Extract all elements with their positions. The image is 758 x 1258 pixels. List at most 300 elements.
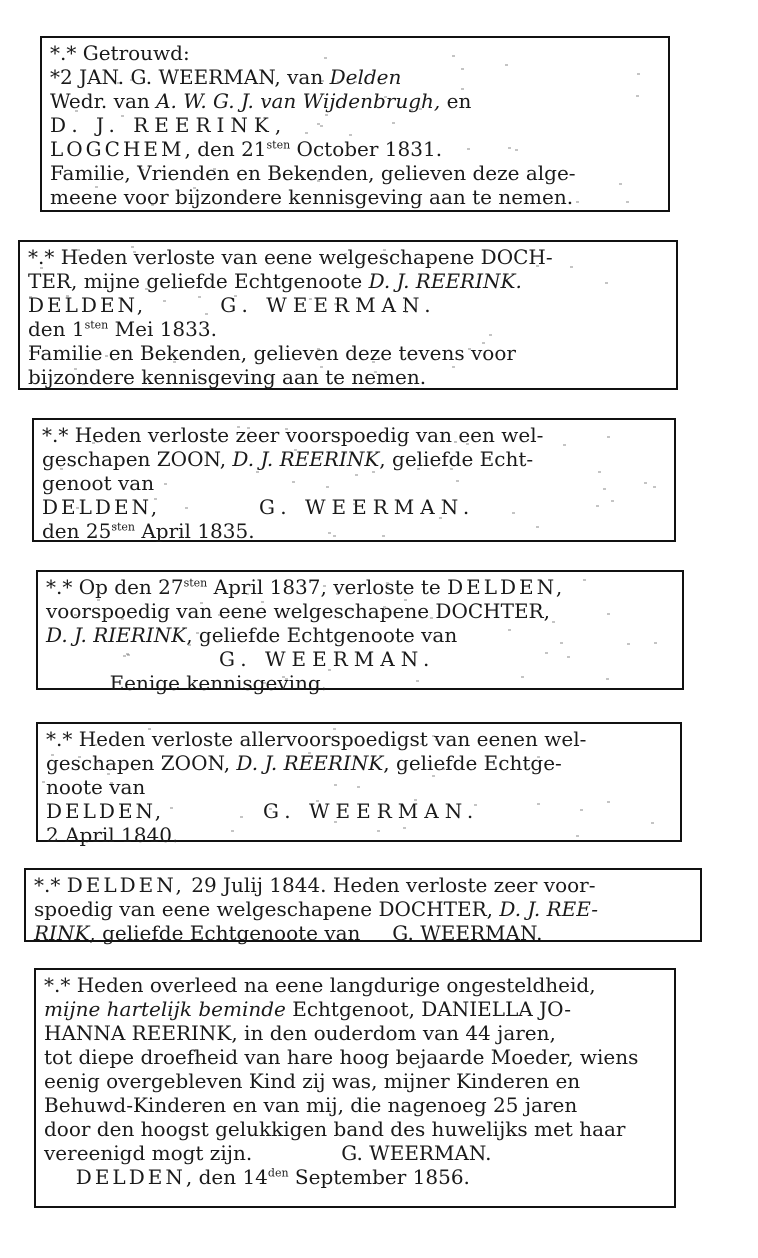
print-speck — [383, 606, 386, 608]
print-speck — [320, 125, 323, 127]
text-run: bijzondere kennisgeving aan te nemen. — [28, 365, 427, 389]
print-speck — [461, 68, 464, 70]
print-speck — [74, 614, 77, 616]
print-speck — [135, 764, 138, 766]
superscript: sten — [266, 138, 291, 152]
announcement-4 — [36, 570, 684, 695]
print-speck — [66, 295, 69, 297]
print-speck — [344, 253, 347, 255]
italic-text: D. J. REERINK. — [368, 269, 522, 293]
print-speck — [94, 744, 97, 746]
text-run: DELDEN — [75, 1165, 186, 1189]
print-speck — [344, 452, 347, 454]
text-run: en — [440, 89, 472, 113]
italic-text: D. J. REERINK — [232, 447, 380, 471]
text-run: spoedig van eene welgeschapene DOCHTER, — [34, 897, 500, 921]
text-line — [50, 113, 660, 137]
text-line — [28, 269, 668, 293]
print-speck — [130, 79, 133, 81]
text-run: tot diepe droefheid van hare hoog bejaarde Moeder, wiens — [44, 1045, 639, 1069]
superscript: den — [267, 1166, 289, 1180]
print-speck — [154, 498, 157, 500]
text-run: LOGCHEM — [50, 137, 185, 161]
print-speck — [607, 801, 610, 803]
text-line — [46, 799, 672, 823]
print-speck — [405, 311, 408, 313]
text-line — [44, 1117, 666, 1141]
print-speck — [576, 835, 579, 837]
print-speck — [598, 471, 601, 473]
print-speck — [218, 614, 221, 616]
print-speck — [515, 149, 518, 151]
print-speck — [200, 602, 203, 604]
print-speck — [325, 114, 328, 116]
italic-text: D. J. REE- — [499, 897, 598, 921]
print-speck — [328, 669, 331, 671]
print-speck — [294, 449, 297, 451]
text-run: den 1 — [28, 317, 85, 341]
print-speck — [607, 436, 610, 438]
text-run: G. WEERMAN. — [46, 647, 436, 671]
text-line — [42, 495, 666, 519]
print-speck — [29, 296, 32, 298]
print-speck — [326, 486, 329, 488]
text-run: DELDEN, — [66, 873, 185, 897]
print-speck — [416, 680, 419, 682]
print-speck — [430, 617, 433, 619]
text-line — [42, 471, 666, 495]
print-speck — [60, 468, 63, 470]
print-speck — [508, 147, 511, 149]
text-line — [46, 647, 674, 671]
italic-text: mijne hartelijk beminde — [44, 997, 286, 1021]
announcement-3 — [32, 418, 676, 542]
print-speck — [198, 296, 201, 298]
print-speck — [78, 255, 81, 257]
print-speck — [432, 735, 435, 737]
text-run: April 1835. — [135, 519, 255, 543]
print-speck — [489, 334, 492, 336]
print-speck — [151, 204, 154, 206]
italic-text: D. J. REERINK — [236, 751, 384, 775]
print-speck — [456, 480, 459, 482]
print-speck — [403, 827, 406, 829]
print-speck — [349, 134, 352, 136]
print-speck — [193, 187, 196, 189]
print-speck — [114, 525, 117, 527]
print-speck — [450, 468, 453, 470]
print-speck — [333, 728, 336, 730]
text-run: , geliefde Echtge- — [383, 751, 562, 775]
text-run: geschapen ZOON, — [42, 447, 233, 471]
print-speck — [324, 57, 327, 59]
italic-text: D. J. RIERINK — [46, 623, 187, 647]
print-speck — [653, 486, 656, 488]
text-line — [44, 973, 666, 997]
text-run: voorspoedig van eene welgeschapene DOCHTER, — [46, 599, 550, 623]
print-speck — [454, 441, 457, 443]
print-speck — [537, 803, 540, 805]
text-run: *2 JAN. G. WEERMAN, van — [50, 65, 330, 89]
text-run: 29 Julij 1844. Heden verloste zeer voor- — [184, 873, 596, 897]
text-run: Mei 1833. — [108, 317, 217, 341]
print-speck — [209, 81, 212, 83]
print-speck — [170, 807, 173, 809]
text-line — [44, 1093, 666, 1117]
print-speck — [213, 168, 216, 170]
print-speck — [482, 342, 485, 344]
print-speck — [113, 763, 116, 765]
print-speck — [439, 517, 442, 519]
print-speck — [611, 500, 614, 502]
italic-text: A. W. G. J. van Wijdenbrugh, — [156, 89, 441, 113]
announcement-2 — [18, 240, 678, 390]
text-run: DELDEN, — [42, 495, 161, 519]
text-run: G. WEERMAN. — [160, 495, 476, 519]
print-speck — [231, 526, 234, 528]
print-speck — [563, 444, 566, 446]
print-speck — [131, 246, 134, 248]
print-speck — [603, 488, 606, 490]
print-speck — [383, 249, 386, 251]
print-speck — [419, 108, 422, 110]
print-speck — [107, 773, 110, 775]
print-speck — [51, 754, 54, 756]
print-speck — [309, 298, 312, 300]
print-speck — [337, 81, 340, 83]
print-speck — [537, 756, 540, 758]
print-speck — [323, 585, 326, 587]
print-speck — [97, 599, 100, 601]
print-speck — [637, 73, 640, 75]
print-speck — [54, 761, 57, 763]
text-run: noote van — [46, 775, 146, 799]
print-speck — [285, 261, 288, 263]
text-line — [50, 89, 660, 113]
text-run: Behuwd-Kinderen en van mij, die nagenoeg 25 jaren — [44, 1093, 578, 1117]
print-speck — [105, 355, 108, 357]
text-run: vereenigd mogt zijn. G. WEERMAN. — [44, 1141, 492, 1165]
text-line — [50, 185, 660, 209]
print-speck — [606, 678, 609, 680]
announcement-7 — [34, 968, 676, 1208]
print-speck — [474, 804, 477, 806]
print-speck — [619, 183, 622, 185]
text-line — [28, 341, 668, 365]
text-line — [34, 921, 692, 945]
print-speck — [234, 295, 237, 297]
text-run: den 25 — [42, 519, 112, 543]
print-speck — [468, 348, 471, 350]
print-speck — [246, 593, 249, 595]
print-speck — [334, 303, 337, 305]
text-run: *.* Op den 27 — [46, 575, 184, 599]
print-speck — [92, 442, 95, 444]
print-speck — [410, 109, 413, 111]
print-speck — [240, 816, 243, 818]
print-speck — [505, 64, 508, 66]
print-speck — [148, 728, 151, 730]
print-speck — [414, 799, 417, 801]
print-speck — [74, 368, 77, 370]
print-speck — [317, 123, 320, 125]
print-speck — [417, 468, 420, 470]
text-run: Familie en Bekenden, gelieven deze tevens voor — [28, 341, 516, 365]
print-speck — [372, 471, 375, 473]
print-speck — [77, 249, 80, 251]
print-speck — [328, 532, 331, 534]
text-line — [50, 137, 660, 161]
print-speck — [117, 82, 120, 84]
italic-text: RINK — [34, 921, 90, 945]
text-run: Familie, Vrienden en Bekenden, gelieven deze alge- — [50, 161, 576, 185]
text-line — [44, 1021, 666, 1045]
text-run: October 1831. — [290, 137, 443, 161]
print-speck — [71, 465, 74, 467]
text-run: *.* Heden verloste allervoorspoedigst van eenen wel- — [46, 727, 587, 751]
print-speck — [627, 643, 630, 645]
print-speck — [576, 201, 579, 203]
text-run: *.* Heden overleed na eene langdurige ongesteldheid, — [44, 973, 596, 997]
print-speck — [580, 809, 583, 811]
print-speck — [197, 378, 200, 380]
print-speck — [396, 637, 399, 639]
text-run: 2 April 1840. — [46, 823, 179, 847]
print-speck — [188, 644, 191, 646]
print-speck — [654, 642, 657, 644]
print-speck — [420, 743, 423, 745]
print-speck — [110, 782, 113, 784]
print-speck — [29, 350, 32, 352]
text-line — [34, 897, 692, 921]
print-speck — [349, 609, 352, 611]
print-speck — [316, 432, 319, 434]
print-speck — [78, 756, 81, 758]
print-speck — [636, 95, 639, 97]
print-speck — [404, 307, 407, 309]
print-speck — [626, 201, 629, 203]
text-line — [42, 423, 666, 447]
print-speck — [536, 526, 539, 528]
print-speck — [75, 110, 78, 112]
text-run: Wedr. van — [50, 89, 157, 113]
print-speck — [308, 752, 311, 754]
text-line — [34, 873, 692, 897]
announcement-1 — [40, 36, 670, 212]
text-run: , geliefde Echt- — [379, 447, 534, 471]
text-run: eenig overgebleven Kind zij was, mijner Kinderen en — [44, 1069, 581, 1093]
print-speck — [428, 258, 431, 260]
text-run: , den 14 — [185, 1165, 268, 1189]
print-speck — [354, 81, 357, 83]
print-speck — [607, 613, 610, 615]
print-speck — [374, 371, 377, 373]
print-speck — [285, 428, 288, 430]
print-speck — [552, 621, 555, 623]
print-speck — [560, 642, 563, 644]
print-speck — [185, 507, 188, 509]
text-line — [42, 447, 666, 471]
text-run — [44, 1165, 76, 1189]
print-speck — [269, 808, 272, 810]
print-speck — [508, 629, 511, 631]
print-speck — [155, 50, 158, 52]
print-speck — [43, 329, 46, 331]
text-line — [44, 1045, 666, 1069]
print-speck — [404, 599, 407, 601]
print-speck — [334, 784, 337, 786]
print-speck — [353, 503, 356, 505]
text-run: Eenige kennisgeving. — [46, 671, 328, 695]
print-speck — [285, 678, 288, 680]
print-speck — [145, 288, 148, 290]
print-speck — [173, 361, 176, 363]
print-speck — [95, 186, 98, 188]
text-line — [44, 997, 666, 1021]
announcement-5 — [36, 722, 682, 847]
print-speck — [222, 170, 225, 172]
print-speck — [384, 96, 387, 98]
print-speck — [452, 366, 455, 368]
print-speck — [320, 366, 323, 368]
text-run: D. J. REERINK, — [50, 113, 288, 137]
superscript: sten — [183, 576, 208, 590]
print-speck — [282, 676, 285, 678]
print-speck — [337, 755, 340, 757]
print-speck — [512, 512, 515, 514]
superscript: sten — [111, 520, 135, 534]
print-speck — [644, 482, 647, 484]
text-line — [50, 161, 660, 185]
text-line — [46, 599, 674, 623]
print-speck — [205, 313, 208, 315]
text-run: DELDEN, — [28, 293, 147, 317]
print-speck — [141, 169, 144, 171]
print-speck — [82, 383, 85, 385]
print-speck — [231, 830, 234, 832]
print-speck — [237, 426, 240, 428]
print-speck — [435, 739, 438, 741]
print-speck — [263, 99, 266, 101]
text-run: HANNA REERINK, in den ouderdom van 44 jaren, — [44, 1021, 556, 1045]
text-run: genoot van — [42, 471, 155, 495]
text-line — [46, 623, 674, 647]
print-speck — [42, 781, 45, 783]
print-speck — [254, 612, 257, 614]
print-speck — [218, 639, 221, 641]
text-line — [44, 1165, 666, 1189]
print-speck — [247, 427, 250, 429]
print-speck — [377, 830, 380, 832]
print-speck — [121, 115, 124, 117]
text-run: *.* Getrouwd: — [50, 41, 190, 65]
text-line — [42, 519, 666, 543]
print-speck — [382, 535, 385, 537]
text-run: *.* Heden verloste zeer voorspoedig van een wel- — [42, 423, 544, 447]
text-line — [46, 575, 674, 599]
print-speck — [119, 763, 122, 765]
print-speck — [651, 822, 654, 824]
text-run: , geliefde Echtgenoote van G. WEERMAN. — [89, 921, 543, 945]
print-speck — [98, 761, 101, 763]
text-run: DELDEN, — [46, 799, 165, 823]
print-speck — [333, 535, 336, 537]
print-speck — [317, 348, 320, 350]
print-speck — [256, 471, 259, 473]
print-speck — [99, 766, 102, 768]
print-speck — [95, 194, 98, 196]
print-speck — [196, 632, 199, 634]
print-speck — [386, 582, 389, 584]
print-speck — [467, 148, 470, 150]
print-speck — [336, 593, 339, 595]
print-speck — [570, 266, 573, 268]
text-run: G. WEERMAN. — [146, 293, 437, 317]
print-speck — [583, 579, 586, 581]
italic-text: Delden — [329, 65, 402, 89]
print-speck — [321, 80, 324, 82]
text-run: geschapen ZOON, — [46, 751, 237, 775]
text-run: April 1837, verloste te — [207, 575, 448, 599]
superscript: sten — [84, 318, 109, 332]
text-run: Echtgenoot, DANIELLA JO- — [285, 997, 572, 1021]
print-speck — [316, 800, 319, 802]
text-run: G. WEERMAN. — [164, 799, 480, 823]
text-line — [28, 365, 668, 389]
text-line — [46, 671, 674, 695]
print-speck — [536, 265, 539, 267]
text-line — [50, 65, 660, 89]
print-speck — [76, 507, 79, 509]
print-speck — [126, 653, 129, 655]
print-speck — [261, 601, 264, 603]
print-speck — [466, 443, 469, 445]
print-speck — [357, 786, 360, 788]
text-run: September 1856. — [288, 1165, 470, 1189]
text-run: TER, mijne geliefde Echtgenoote — [28, 269, 369, 293]
text-run: , geliefde Echtgenoote van — [186, 623, 458, 647]
print-speck — [173, 287, 176, 289]
print-speck — [521, 676, 524, 678]
print-speck — [40, 267, 43, 269]
print-speck — [97, 591, 100, 593]
print-speck — [605, 282, 608, 284]
print-speck — [377, 633, 380, 635]
print-speck — [121, 618, 124, 620]
print-speck — [263, 682, 266, 684]
text-line — [28, 293, 668, 317]
text-line — [46, 727, 672, 751]
print-speck — [334, 821, 337, 823]
print-speck — [164, 483, 167, 485]
print-speck — [567, 656, 570, 658]
text-line — [44, 1141, 666, 1165]
print-speck — [355, 474, 358, 476]
print-speck — [461, 88, 464, 90]
print-speck — [292, 481, 295, 483]
print-speck — [596, 505, 599, 507]
text-run: DELDEN, — [447, 575, 566, 599]
text-line — [46, 751, 672, 775]
print-speck — [133, 251, 136, 253]
print-speck — [545, 652, 548, 654]
text-line — [50, 41, 660, 65]
print-speck — [432, 775, 435, 777]
print-speck — [442, 768, 445, 770]
print-speck — [452, 55, 455, 57]
text-run: *.* Heden verloste van eene welgeschapene DOCH- — [28, 245, 553, 269]
text-run: door den hoogst gelukkigen band des huwelijks met haar — [44, 1117, 626, 1141]
